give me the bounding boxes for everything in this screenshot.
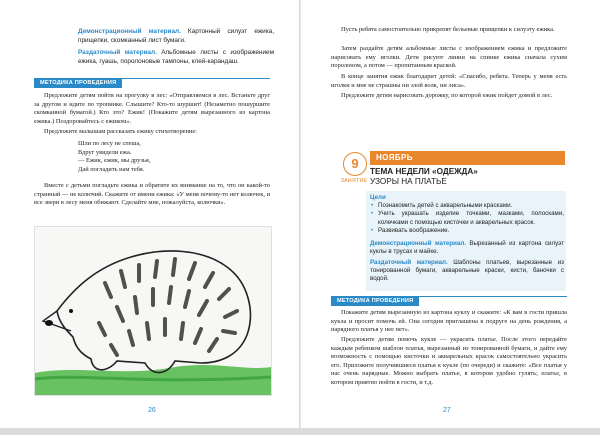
goals-label: Цели: [370, 194, 386, 201]
left-handout-text: Альбомные листы с изображением ежика, гуашь, поролоновые тампоны, клей-карандаш.: [78, 49, 274, 65]
poem: [78, 140, 258, 174]
hedgehog-illustration: [35, 227, 271, 395]
left-para-1: Предложите детям пойти на прогулку в лес: «Отправляемся в лес. Встаньте друг за другом и идите по тропинке. Слышите? Кто-то шуршит! (Незаметно пошуршите скомканной бумагой.) Кто это? Ежик! (Покажите детям вырезанного из картона ежика.) Поздоровайтесь с ежиком».: [34, 92, 270, 125]
page-bottom-edge: [0, 428, 600, 435]
right-para-top-3: В конце занятия ежик благодарит детей: «Спасибо, ребята. Теперь у меня есть иголки и мне не страшны ни злой волк, ни лиса».: [331, 73, 567, 89]
left-page: [0, 0, 299, 428]
right-handout-text: Шаблоны платьев, вырезанные из тонированной бумаги, акварельные краски, кисти, баночки с водой.: [370, 259, 564, 283]
right-section-bar: [331, 296, 567, 306]
left-section-bar: [34, 78, 270, 88]
goal-item: • Развивать воображение.: [370, 227, 564, 235]
left-para-3: Вместе с детьми погладьте ежика и обратите их внимание на то, что он какой-то странный — не колючий. Скажите от имени ежика: «У меня почему-то нет колючек, и все звери в лесу меня обижают. Сделайте мне, пожалуйста, колючки».: [34, 182, 270, 207]
goals-block: [370, 194, 564, 235]
right-demo-text: Вырезанный из картона силуэт куклы в трусах и майке.: [370, 240, 564, 256]
poem-line: Дай погладить нам тебя.: [78, 165, 145, 173]
theme-title: ТЕМА НЕДЕЛИ «ОДЕЖДА»: [370, 167, 478, 176]
left-demo-label: Демонстрационный материал.: [78, 28, 181, 35]
right-para-top-4: Предложите детям нарисовать дорожку, по которой ежик пойдет домой в лес.: [341, 92, 553, 99]
right-para-1: Покажите детям вырезанную из картона куклу и скажите: «К вам в гости пришла кукла и просит помочь ей. Она сегодня приглашена к подруге на день рождения, а нарядного платья у нее нет».: [331, 309, 567, 334]
left-handout-label: Раздаточный материал.: [78, 49, 157, 56]
left-demo-text: Картонный силуэт ежика, прищепки, скомканный лист бумаги.: [78, 28, 274, 44]
right-page-number: 27: [443, 407, 451, 414]
left-page-number: 26: [148, 407, 156, 414]
right-demo-material: [370, 240, 564, 256]
month-banner: НОЯБРЬ: [370, 151, 565, 165]
poem-line: Шли по лесу не спеша,: [78, 140, 141, 147]
right-para-top-2: Затем раздайте детям альбомные листы с изображением ежика и предложите нарисовать ему иголки. Дети рисуют линии на спинке ежика сначала сухим поролоном, а потом — пропитанным краской.: [331, 45, 567, 70]
right-para-top-1: Пусть ребята самостоятельно прикрепят бельевые прищепки к силуэту ежика.: [341, 26, 555, 33]
left-para-2: Предложите малышам рассказать ежику стихотворение:: [44, 128, 197, 135]
theme-subtitle: УЗОРЫ НА ПЛАТЬЕ: [370, 176, 447, 186]
goal-item: • Познакомить детей с акварельными красками.: [370, 202, 564, 210]
lesson-theme: [370, 167, 565, 186]
right-handout-label: Раздаточный материал.: [370, 259, 448, 266]
right-para-2: Предложите детям помочь кукле — украсить платье. После этого передайте каждым ребенком шаблон платья, вырезанный из тонированной бумаги, и дайте ему возможность с помощью кисточки и акварельных красок самостоятельно украсить его. Приложите получившиеся платья к кукле (по очереди) и скажите: «Все платья у нас очень нарядные. Можно выбрать платье, в котором удобно гулять; платье, в котором приятно пойти в гости, и т.д.: [331, 336, 567, 386]
left-demo-material: [78, 28, 274, 45]
lesson-label: ЗАНЯТИЕ: [340, 178, 368, 184]
left-section-title: МЕТОДИКА ПРОВЕДЕНИЯ: [34, 79, 122, 88]
right-section-title: МЕТОДИКА ПРОВЕДЕНИЯ: [331, 297, 419, 306]
hedgehog-drawing: [34, 226, 272, 396]
goal-item: • Учить украшать изделие точками, мазками, полосками, колечками с помощью кисточки и акварельных красок.: [370, 210, 564, 226]
right-handout-material: [370, 259, 564, 284]
right-demo-label: Демонстрационный материал.: [370, 240, 467, 247]
left-handout-material: [78, 49, 274, 66]
poem-line: — Ежик, ежик, мы друзья,: [78, 157, 151, 165]
lesson-number-badge: 9: [343, 152, 367, 176]
poem-line: Вдруг увидели ежа.: [78, 148, 132, 156]
book-gutter: [299, 0, 301, 435]
